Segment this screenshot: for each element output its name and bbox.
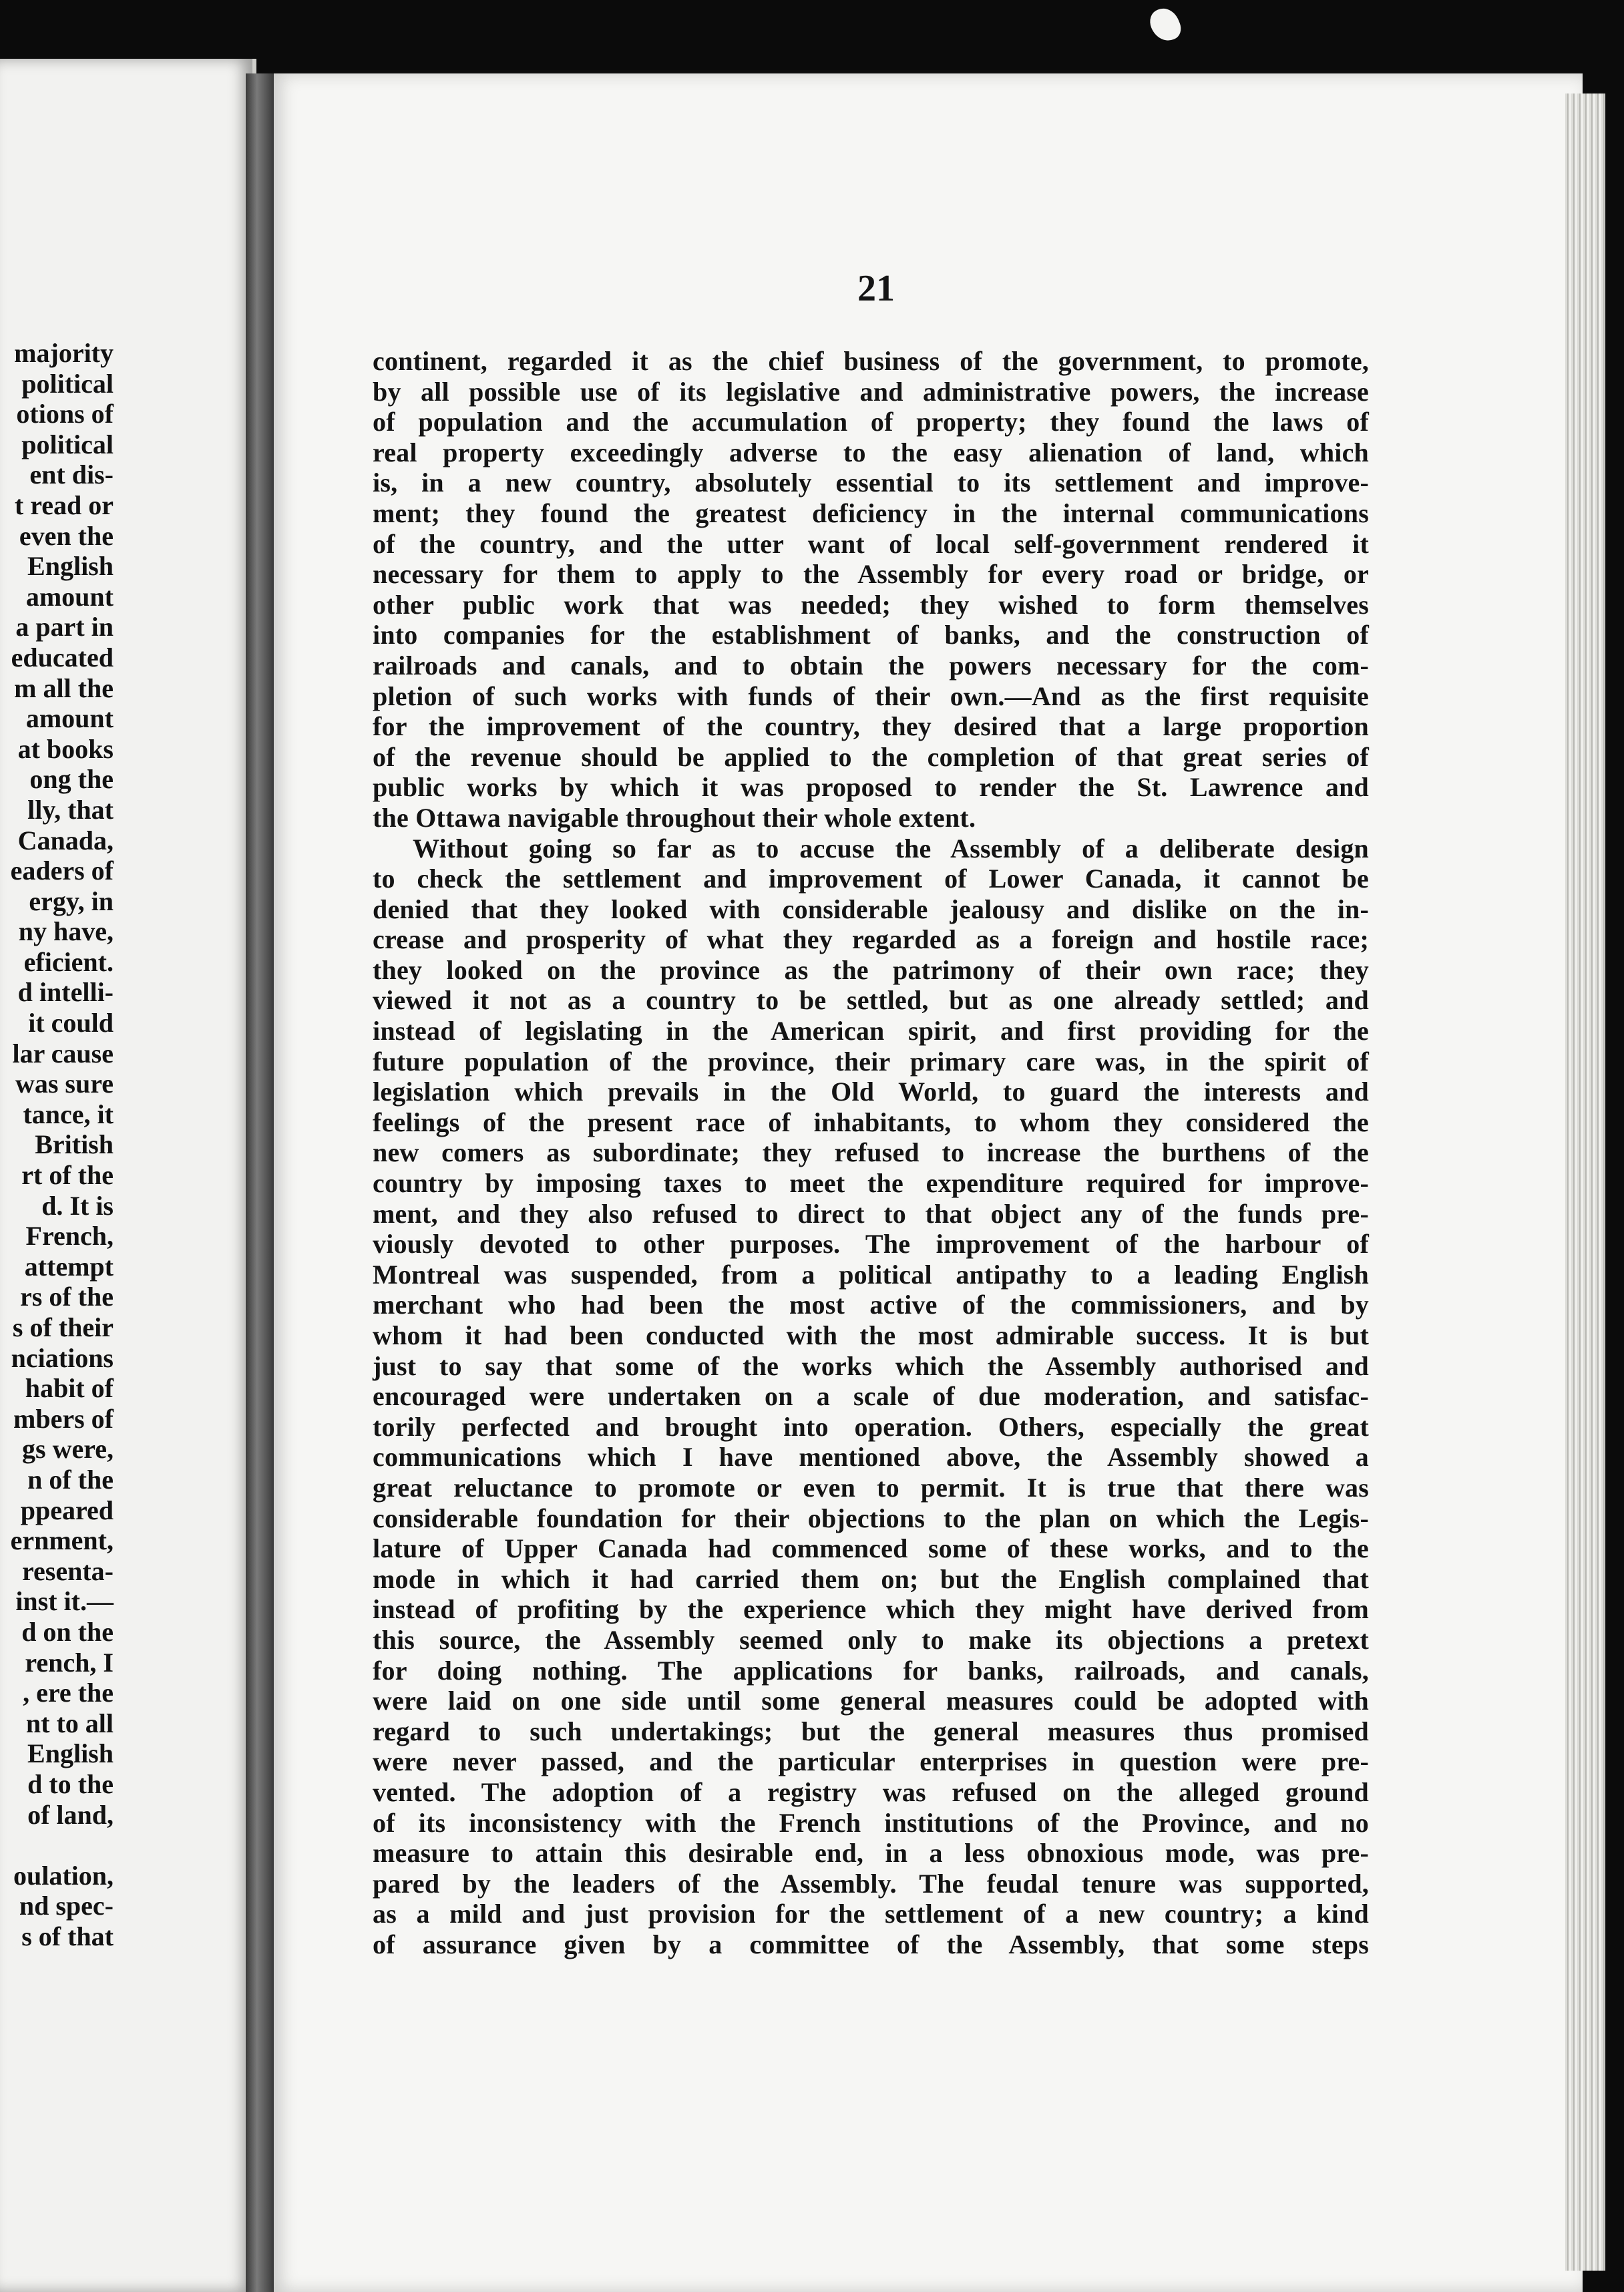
text-line: instead of profiting by the experience which they might have derived from bbox=[373, 1594, 1369, 1625]
text-line: railroads and canals, and to obtain the powers necessary for the com- bbox=[373, 650, 1369, 681]
text-line: to check the settlement and improvement of Lower Canada, it cannot be bbox=[373, 864, 1369, 894]
text-line: future population of the province, their primary care was, in the spirit of bbox=[373, 1046, 1369, 1077]
text-line: were laid on one side until some general measures could be adopted with bbox=[373, 1686, 1369, 1716]
left-text-fragment: ergy, in bbox=[29, 886, 114, 916]
left-text-fragment: habit of bbox=[25, 1373, 114, 1404]
left-text-fragment: d to the bbox=[27, 1768, 114, 1799]
left-text-fragment: d on the bbox=[21, 1616, 114, 1647]
text-line: new comers as subordinate; they refused to increase the burthens of the bbox=[373, 1137, 1369, 1168]
text-line: of population and the accumulation of property; they found the laws of bbox=[373, 407, 1369, 437]
left-text-fragment: it could bbox=[28, 1008, 114, 1038]
text-line: public works by which it was proposed to render the St. Lawrence and bbox=[373, 772, 1369, 803]
text-line: merchant who had been the most active of the commissioners, and by bbox=[373, 1290, 1369, 1320]
text-line: great reluctance to promote or even to permit. It is true that there was bbox=[373, 1472, 1369, 1503]
left-text-fragment: of land, bbox=[27, 1799, 114, 1830]
left-text-fragment: eaders of bbox=[10, 855, 114, 886]
text-line: pared by the leaders of the Assembly. The feudal tenure was supported, bbox=[373, 1868, 1369, 1899]
text-line: were never passed, and the particular enterprises in question were pre- bbox=[373, 1746, 1369, 1777]
text-line: Montreal was suspended, from a political antipathy to a leading English bbox=[373, 1259, 1369, 1290]
text-line: this source, the Assembly seemed only to make its objections a pretext bbox=[373, 1624, 1369, 1655]
left-page-text-fragments bbox=[0, 338, 114, 1951]
left-text-fragment: tance, it bbox=[23, 1099, 114, 1129]
text-line: into companies for the establishment of banks, and the construction of bbox=[373, 620, 1369, 650]
left-text-fragment: a part in bbox=[15, 612, 114, 642]
text-line: by all possible use of its legislative and administrative powers, the increase bbox=[373, 376, 1369, 407]
text-line: crease and prosperity of what they regarded as a foreign and hostile race; bbox=[373, 924, 1369, 955]
text-line: encouraged were undertaken on a scale of due moderation, and satisfac- bbox=[373, 1381, 1369, 1412]
left-text-fragment: nd spec- bbox=[19, 1891, 114, 1921]
text-line: communications which I have mentioned above, the Assembly showed a bbox=[373, 1442, 1369, 1473]
text-line: Without going so far as to accuse the Assembly of a deliberate design bbox=[413, 833, 1369, 864]
text-line: instead of legislating in the American spirit, and first providing for the bbox=[373, 1016, 1369, 1046]
text-line: lature of Upper Canada had commenced some of these works, and to the bbox=[373, 1533, 1369, 1564]
page-edges bbox=[1565, 93, 1605, 2271]
left-text-fragment: at books bbox=[17, 733, 114, 764]
left-text-fragment: English bbox=[27, 551, 114, 582]
text-line: the Ottawa navigable throughout their whole extent. bbox=[373, 802, 976, 833]
text-line: measure to attain this desirable end, in a less obnoxious mode, was pre- bbox=[373, 1838, 1369, 1869]
text-line: of the country, and the utter want of local self-government rendered it bbox=[373, 528, 1369, 559]
left-text-fragment: even the bbox=[19, 520, 114, 551]
left-text-fragment: rt of the bbox=[21, 1160, 114, 1191]
text-line: for doing nothing. The applications for banks, railroads, and canals, bbox=[373, 1655, 1369, 1686]
left-text-fragment: lly, that bbox=[27, 794, 114, 825]
left-text-fragment: s of their bbox=[12, 1312, 114, 1342]
left-text-fragment: amount bbox=[25, 703, 114, 734]
left-text-fragment: s of that bbox=[21, 1921, 114, 1951]
left-text-fragment: majority bbox=[14, 338, 114, 368]
left-text-fragment: t read or bbox=[14, 490, 114, 520]
left-text-fragment: d intelli- bbox=[17, 977, 114, 1008]
left-text-fragment: ny have, bbox=[18, 916, 114, 947]
left-text-fragment: n of the bbox=[27, 1464, 114, 1495]
left-text-fragment: political bbox=[21, 368, 114, 399]
left-text-fragment: nciations bbox=[11, 1342, 114, 1373]
text-line: denied that they looked with considerable jealousy and dislike on the in- bbox=[373, 894, 1369, 924]
left-text-fragment: political bbox=[21, 429, 114, 459]
left-text-fragment: amount bbox=[25, 581, 114, 612]
text-line: necessary for them to apply to the Assembly for every road or bridge, or bbox=[373, 559, 1369, 590]
left-text-fragment: resenta- bbox=[22, 1555, 114, 1586]
left-text-fragment: inst it.— bbox=[15, 1586, 114, 1617]
text-line: viewed it not as a country to be settled, but as one already settled; and bbox=[373, 985, 1369, 1016]
text-line: ment, and they also refused to direct to that object any of the funds pre- bbox=[373, 1198, 1369, 1229]
text-line: just to say that some of the works which the Assembly authorised and bbox=[373, 1350, 1369, 1381]
left-text-fragment: otions of bbox=[16, 399, 114, 429]
text-line: country by imposing taxes to meet the expenditure required for improve- bbox=[373, 1168, 1369, 1199]
left-text-fragment: ent dis- bbox=[29, 459, 114, 490]
left-text-fragment: British bbox=[35, 1129, 114, 1160]
left-text-fragment: English bbox=[27, 1738, 114, 1769]
left-text-fragment: nt to all bbox=[25, 1708, 114, 1738]
page-number: 21 bbox=[857, 268, 895, 309]
text-line: pletion of such works with funds of their own.—And as the first requisite bbox=[373, 681, 1369, 711]
text-line: vented. The adoption of a registry was refused on the alleged ground bbox=[373, 1776, 1369, 1807]
left-text-fragment: m all the bbox=[14, 673, 114, 703]
text-line: legislation which prevails in the Old World, to guard the interests and bbox=[373, 1077, 1369, 1107]
left-text-fragment: lar cause bbox=[12, 1038, 114, 1069]
left-text-fragment: oulation, bbox=[13, 1860, 114, 1891]
text-line: considerable foundation for their objections to the plan on which the Legis- bbox=[373, 1503, 1369, 1533]
left-text-fragment: was sure bbox=[15, 1069, 114, 1099]
text-line: for the improvement of the country, they desired that a large proportion bbox=[373, 711, 1369, 742]
left-text-fragment: rs of the bbox=[20, 1282, 114, 1312]
left-text-fragment: ppeared bbox=[20, 1495, 114, 1525]
left-text-fragment: mbers of bbox=[13, 1403, 114, 1434]
left-page bbox=[0, 59, 256, 2292]
text-line: ment; they found the greatest deficiency in the internal communications bbox=[373, 498, 1369, 528]
text-line: real property exceedingly adverse to the easy alienation of land, which bbox=[373, 437, 1369, 467]
text-line: feelings of the present race of inhabitants, to whom they considered the bbox=[373, 1107, 1369, 1137]
left-text-fragment: d. It is bbox=[41, 1190, 114, 1221]
left-text-fragment: ong the bbox=[29, 764, 114, 795]
text-line: of assurance given by a committee of the Assembly, that some steps bbox=[373, 1929, 1369, 1959]
text-line: of its inconsistency with the French institutions of the Province, and no bbox=[373, 1807, 1369, 1838]
left-text-fragment: gs were, bbox=[22, 1434, 114, 1465]
book-gutter bbox=[246, 73, 278, 2292]
left-text-fragment bbox=[0, 1830, 114, 1861]
text-line: regard to such undertakings; but the general measures thus promised bbox=[373, 1716, 1369, 1746]
text-line: other public work that was needed; they wished to form themselves bbox=[373, 589, 1369, 620]
left-text-fragment: rench, I bbox=[25, 1647, 114, 1678]
text-line: they looked on the province as the patrimony of their own race; they bbox=[373, 954, 1369, 985]
text-line: viously devoted to other purposes. The improvement of the harbour of bbox=[373, 1229, 1369, 1260]
left-text-fragment: , ere the bbox=[23, 1678, 114, 1708]
left-text-fragment: eficient. bbox=[23, 946, 114, 977]
left-text-fragment: ernment, bbox=[10, 1525, 114, 1556]
text-line: mode in which it had carried them on; but the English complained that bbox=[373, 1563, 1369, 1594]
text-line: as a mild and just provision for the settlement of a new country; a kind bbox=[373, 1899, 1369, 1929]
text-line: torily perfected and brought into operation. Others, especially the great bbox=[373, 1411, 1369, 1442]
left-text-fragment: Canada, bbox=[17, 825, 114, 855]
text-line: whom it had been conducted with the most admirable success. It is but bbox=[373, 1320, 1369, 1350]
paper-fragment bbox=[1146, 4, 1185, 45]
text-line: is, in a new country, absolutely essential to its settlement and improve- bbox=[373, 467, 1369, 498]
left-text-fragment: attempt bbox=[24, 1251, 114, 1282]
body-text bbox=[373, 346, 1369, 1959]
left-text-fragment: French, bbox=[25, 1221, 114, 1252]
text-line: continent, regarded it as the chief business of the government, to promote, bbox=[373, 346, 1369, 376]
text-line: of the revenue should be applied to the completion of that great series of bbox=[373, 741, 1369, 772]
left-text-fragment: educated bbox=[11, 642, 114, 673]
